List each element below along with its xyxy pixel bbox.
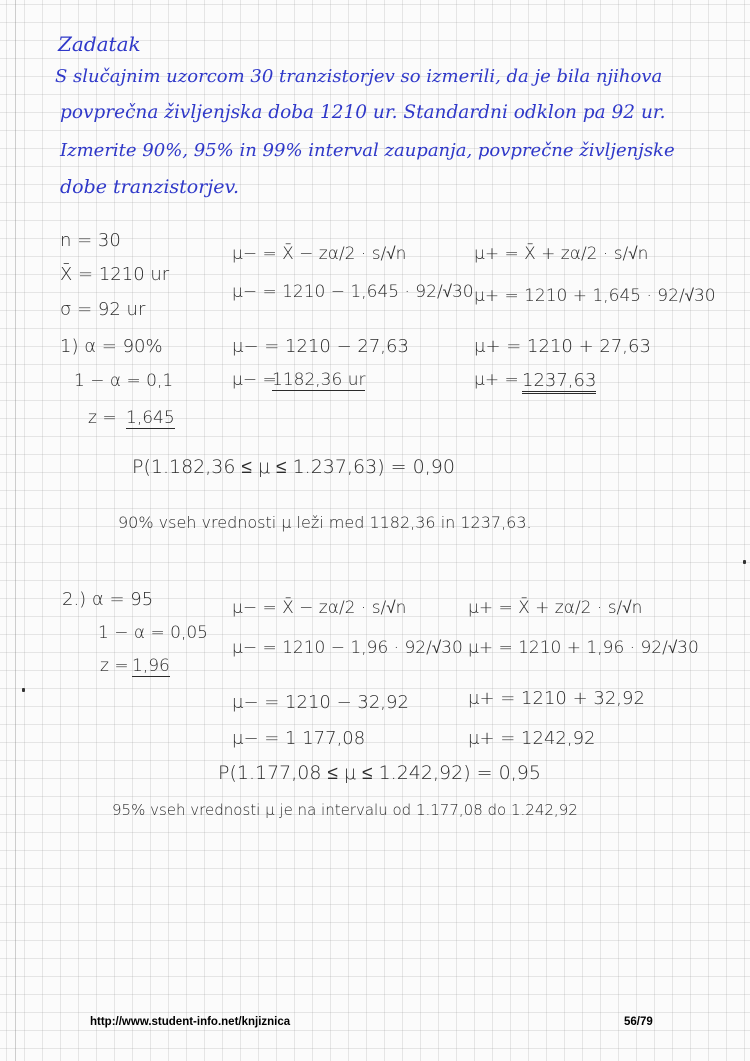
part1-mu-plus-substitution: μ+ = 1210 + 1,645 · 92/√30 (474, 286, 716, 306)
stray-mark (743, 560, 746, 564)
part2-mu-plus-calc: μ+ = 1210 + 32,92 (468, 688, 645, 709)
part1-mu-minus-calc: μ− = 1210 − 27,63 (232, 336, 409, 357)
part2-mu-plus-formula: μ+ = X̄ + zα/2 · s/√n (468, 598, 643, 618)
part2-z-value: 1,96 (132, 656, 170, 676)
part1-mu-plus-result: 1237,63 (522, 372, 596, 394)
part1-mu-minus-substitution: μ− = 1210 − 1,645 · 92/√30 (232, 282, 474, 302)
part1-probability: P(1.182,36 ≤ μ ≤ 1.237,63) = 0,90 (132, 456, 455, 478)
part2-probability: P(1.177,08 ≤ μ ≤ 1.242,92) = 0,95 (218, 762, 541, 784)
part1-z-label: z = (88, 408, 117, 428)
stray-mark (22, 688, 25, 692)
part1-mu-minus-result: 1182,36 ur (272, 370, 366, 390)
part2-mu-minus-result: μ− = 1 177,08 (232, 728, 366, 749)
margin-line (15, 0, 16, 1061)
heading-zadatak: Zadatak (58, 32, 141, 56)
part2-one-minus-alpha: 1 − α = 0,05 (98, 623, 208, 643)
part2-mu-plus-result: μ+ = 1242,92 (468, 728, 596, 749)
problem-line-1: S slučajnim uzorcom 30 tranzistorjev so izmerili, da je bila njihova (55, 66, 663, 87)
part1-mu-plus-label: μ+ = (474, 370, 519, 390)
part2-mu-plus-substitution: μ+ = 1210 + 1,96 · 92/√30 (468, 638, 699, 658)
part1-mu-plus-formula: μ+ = X̄ + zα/2 · s/√n (474, 244, 649, 264)
given-sigma: σ = 92 ur (60, 299, 146, 320)
part2-mu-minus-formula: μ− = X̄ − zα/2 · s/√n (232, 598, 407, 618)
part2-alpha: 2.) α = 95 (62, 589, 154, 610)
footer-url[interactable]: http://www.student-info.net/knjiznica (90, 1016, 291, 1028)
part2-conclusion: 95% vseh vrednosti μ je na intervalu od 1.177,08 do 1.242,92 (112, 801, 578, 819)
part1-alpha: 1) α = 90% (60, 336, 163, 357)
problem-line-4: dobe tranzistorjev. (60, 176, 239, 198)
problem-line-3: Izmerite 90%, 95% in 99% interval zaupanja, povprečne življenjske (60, 140, 675, 161)
part1-one-minus-alpha: 1 − α = 0,1 (74, 371, 174, 391)
problem-line-2: povprečna življenjska doba 1210 ur. Standardni odklon pa 92 ur. (60, 102, 666, 123)
part1-z-value: 1,645 (126, 408, 175, 428)
given-mean: X̄ = 1210 ur (60, 264, 170, 285)
part1-mu-minus-label: μ− = (232, 370, 277, 390)
part1-mu-minus-formula: μ− = X̄ − zα/2 · s/√n (232, 244, 407, 264)
part1-mu-plus-calc: μ+ = 1210 + 27,63 (474, 336, 651, 357)
given-n: n = 30 (60, 230, 121, 251)
part2-mu-minus-calc: μ− = 1210 − 32,92 (232, 692, 409, 713)
page-number: 56/79 (624, 1016, 653, 1028)
part2-z-label: z = (100, 656, 129, 676)
part1-conclusion: 90% vseh vrednosti μ leži med 1182,36 in 1237,63. (118, 513, 532, 532)
part2-mu-minus-substitution: μ− = 1210 − 1,96 · 92/√30 (232, 638, 463, 658)
